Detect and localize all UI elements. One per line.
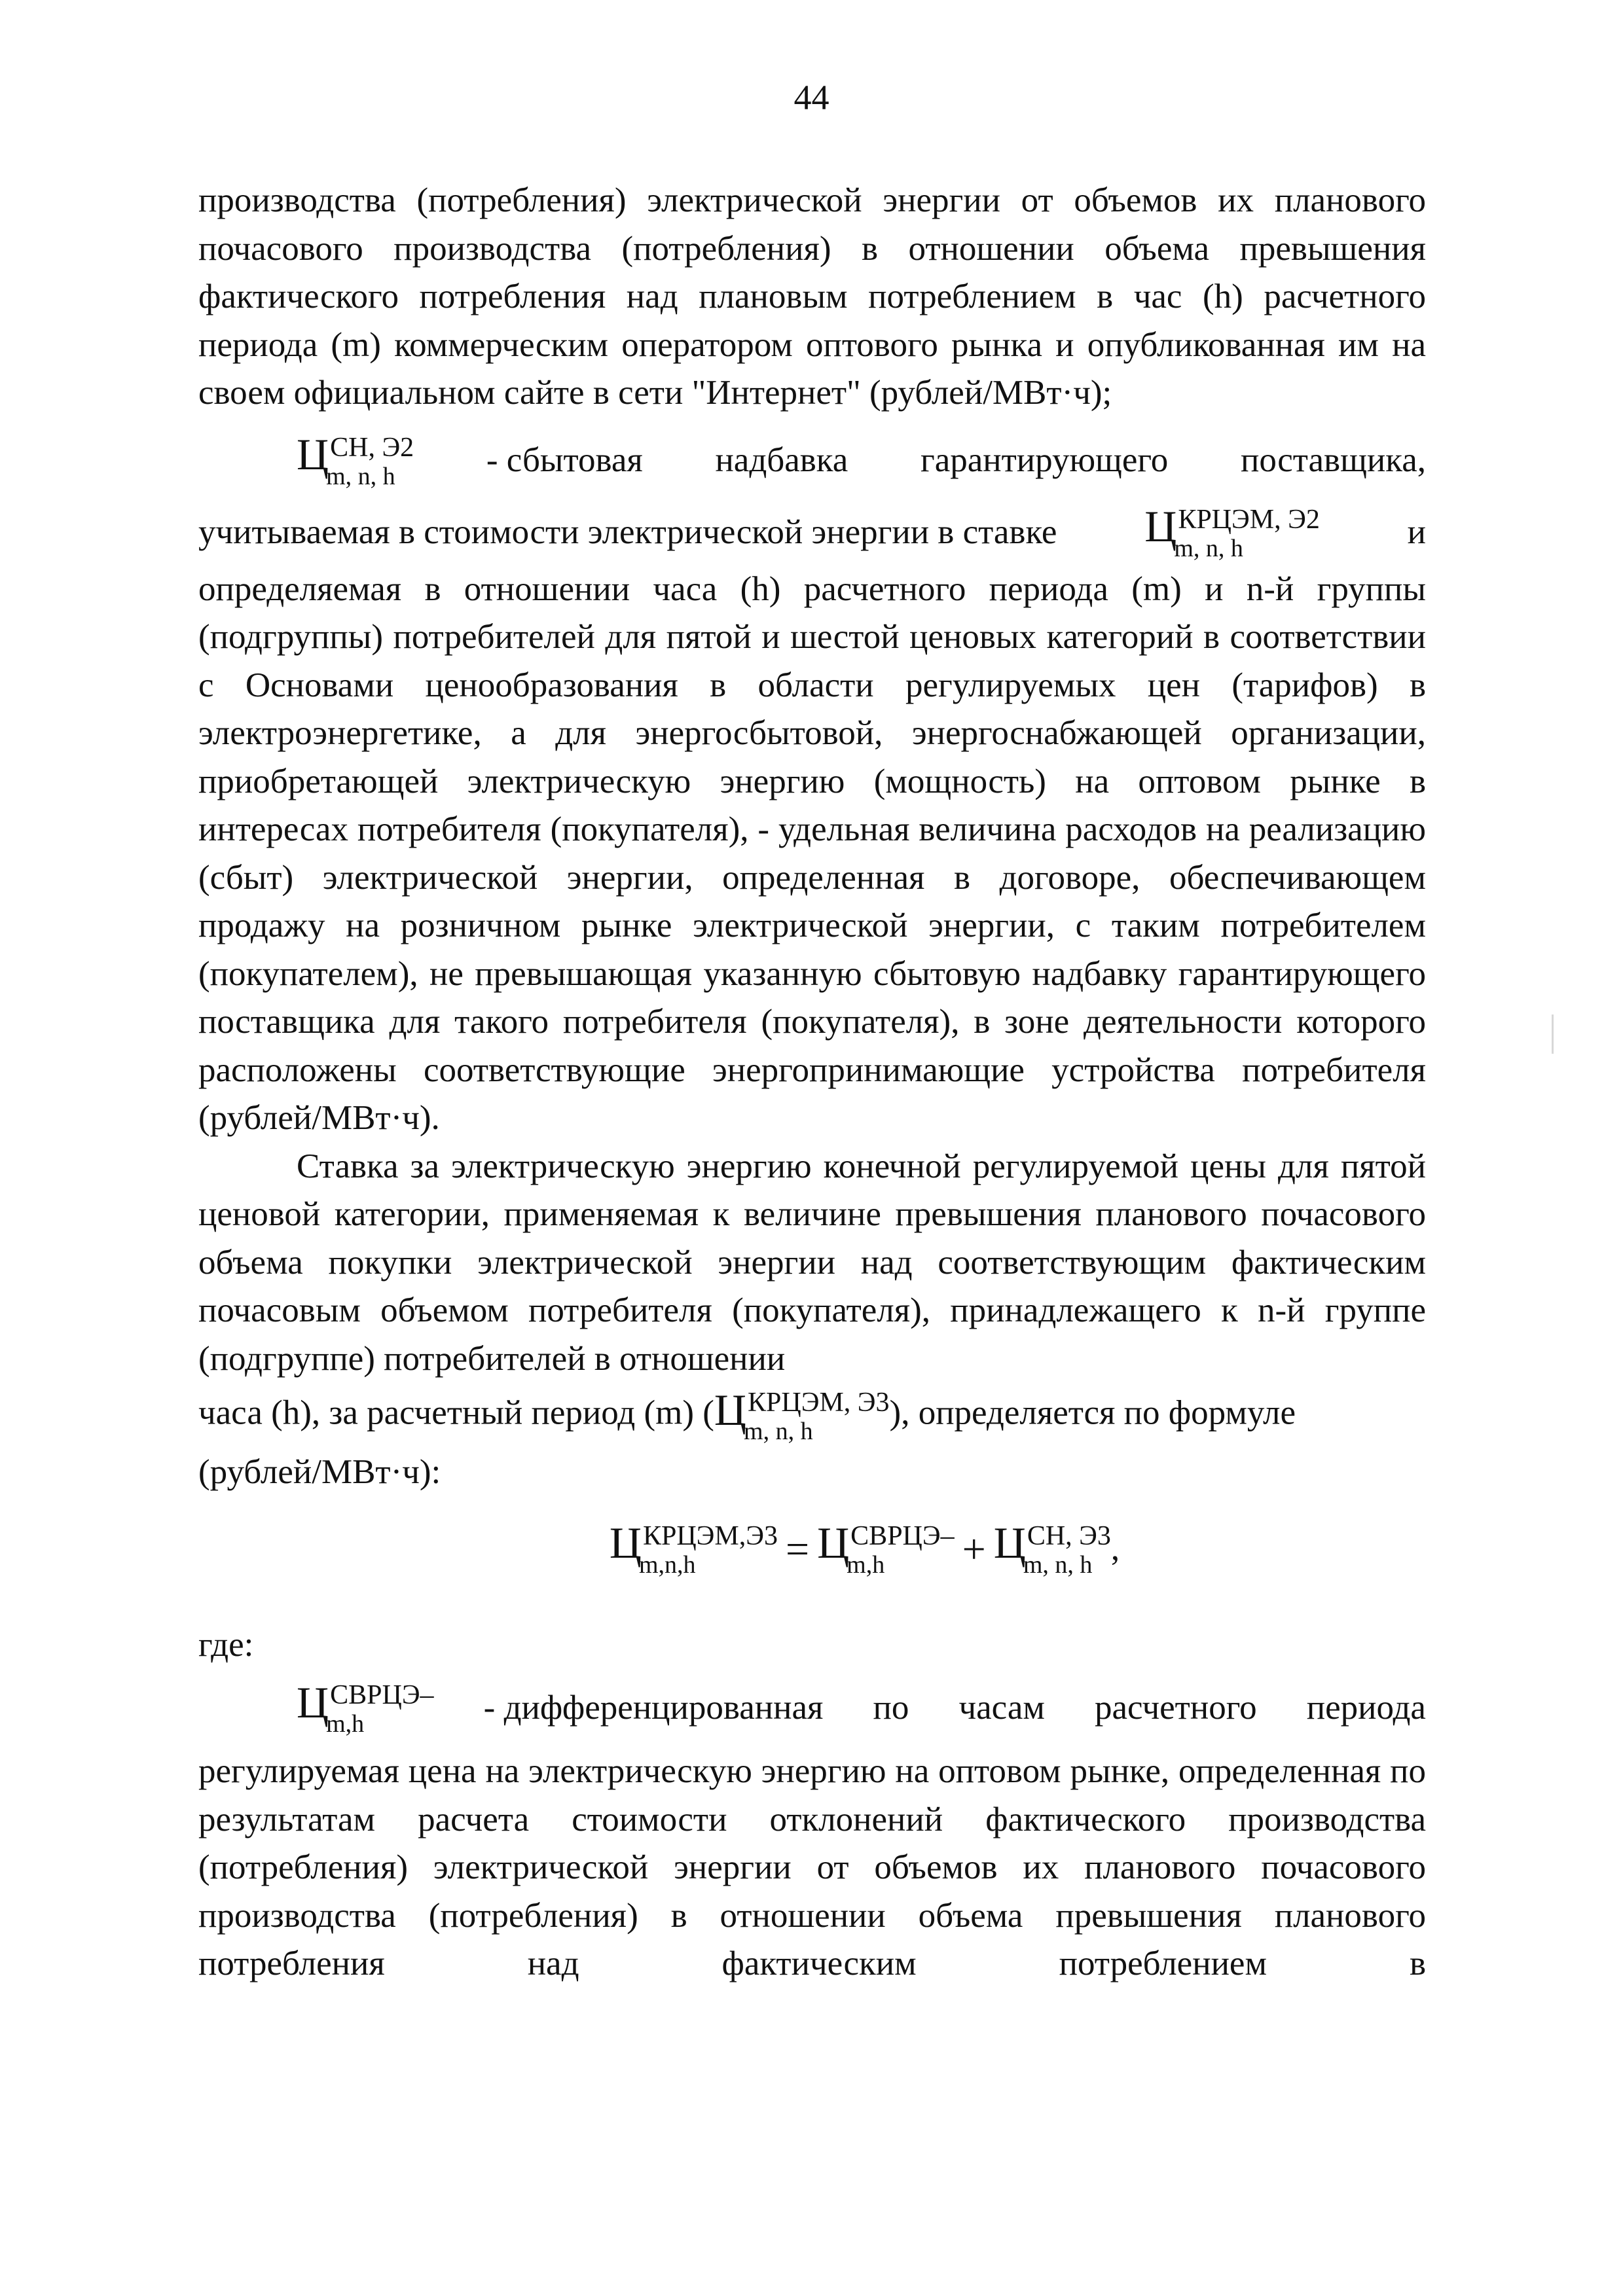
definition-line-stavka: учитываемая в стоимости электрической энергии в ставке Ц КРЦЭМ, Э2 m, n, h и [198, 501, 1426, 562]
symbol-c-krcem-e3: Ц КРЦЭМ, Э3 m, n, h [714, 1384, 890, 1446]
definition-word: часам [958, 1689, 1045, 1727]
definition-word: - дифференцированная [483, 1689, 824, 1727]
definition-word: гарантирующего [920, 440, 1169, 479]
formula-term-svrce: Ц СВРЦЭ– m,h [817, 1518, 955, 1579]
definition-text: регулируемая цена на электрическую энергию на оптовом рынке, определенная по результатам расчета стоимости отклонений фактического производства (потребления) электрической энергии от объемов их планового почасового производства (потребления) в отношении объема превышения планового потребления над фактическим потреблением в [198, 1752, 1426, 1982]
paragraph-stavka: Ставка за электрическую энергию конечной регулируемой цены для пятой ценовой категории, применяемая к величине превышения планового почасового объема покупки электрической энергии над соответствующим фактическим почасовым объемом потребителя (покупателя), принадлежащего к n-й группе (подгруппе) потребителей в отношении [198, 1147, 1426, 1378]
document-body [198, 177, 1426, 1988]
definition-word: расчетного [1095, 1689, 1257, 1727]
formula-term-sn-e3: Ц СН, Э3 m, n, h [993, 1518, 1111, 1579]
paragraph-continuation: производства (потребления) электрической энергии от объемов их планового почасового производства (потребления) в отношении объема превышения фактического потребления над плановым потреблением в час (h) расчетного периода (m) коммерческим оператором оптового рынка и опубликованная им на своем официальном сайте в сети "Интернет" (рублей/МВт·ч); [198, 181, 1426, 412]
definition-line-sbyt [297, 422, 1426, 500]
symbol-c-svrce: Ц СВРЦЭ– m,h [297, 1677, 434, 1738]
paragraph-stavka-symbol-line: часа (h), за расчетный период (m) (Ц КРЦЭМ, Э3 m, n, h ), определяется по формуле [198, 1384, 1296, 1446]
definition-line-svrce [297, 1669, 1426, 1748]
definition-word: периода [1306, 1689, 1426, 1727]
plus-sign: + [962, 1525, 986, 1572]
where-label: где: [198, 1625, 254, 1664]
formula-lhs: Ц КРЦЭМ,Э3 m,n,h [609, 1518, 778, 1579]
symbol-c-krcem-e2: Ц КРЦЭМ, Э2 m, n, h [1144, 501, 1320, 562]
definition-word: поставщика, [1241, 440, 1426, 479]
definition-text: определяемая в отношении часа (h) расчетного периода (m) и n-й группы (подгруппы) потребителей для пятой и шестой ценовых категорий в соответствии с Основами ценообразования в области регулируемых цен (тарифов) в электроэнергетике, а для энергосбытовой, энергоснабжающей организации, приобретающей электрическую энергию (мощность) на оптовом рынке в интересах потребителя (покупателя), - удельная величина расходов на реализацию (сбыт) электрической энергии, определенная в договоре, обеспечивающем продажу на розничном рынке электрической энергии, с таким потребителем (покупателем), не превышающая указанную сбытовую надбавку гарантирующего поставщика для такого потребителя (покупателя), в зоне деятельности которого расположены соответствующие энергопринимающие устройства потребителя (рублей/МВт·ч). [198, 569, 1426, 1137]
definition-word: по [873, 1689, 909, 1727]
unit-text: (рублей/МВт·ч): [198, 1453, 441, 1491]
definition-word: - сбытовая [486, 440, 643, 479]
definition-word: надбавка [715, 440, 848, 479]
formula [198, 1503, 1426, 1595]
equals-sign: = [785, 1525, 810, 1572]
formula-comma: , [1110, 1529, 1120, 1568]
symbol-c-sn-e2: Ц СН, Э2 m, n, h [297, 429, 414, 490]
scan-mark [1552, 1014, 1554, 1054]
page-number: 44 [793, 78, 830, 117]
